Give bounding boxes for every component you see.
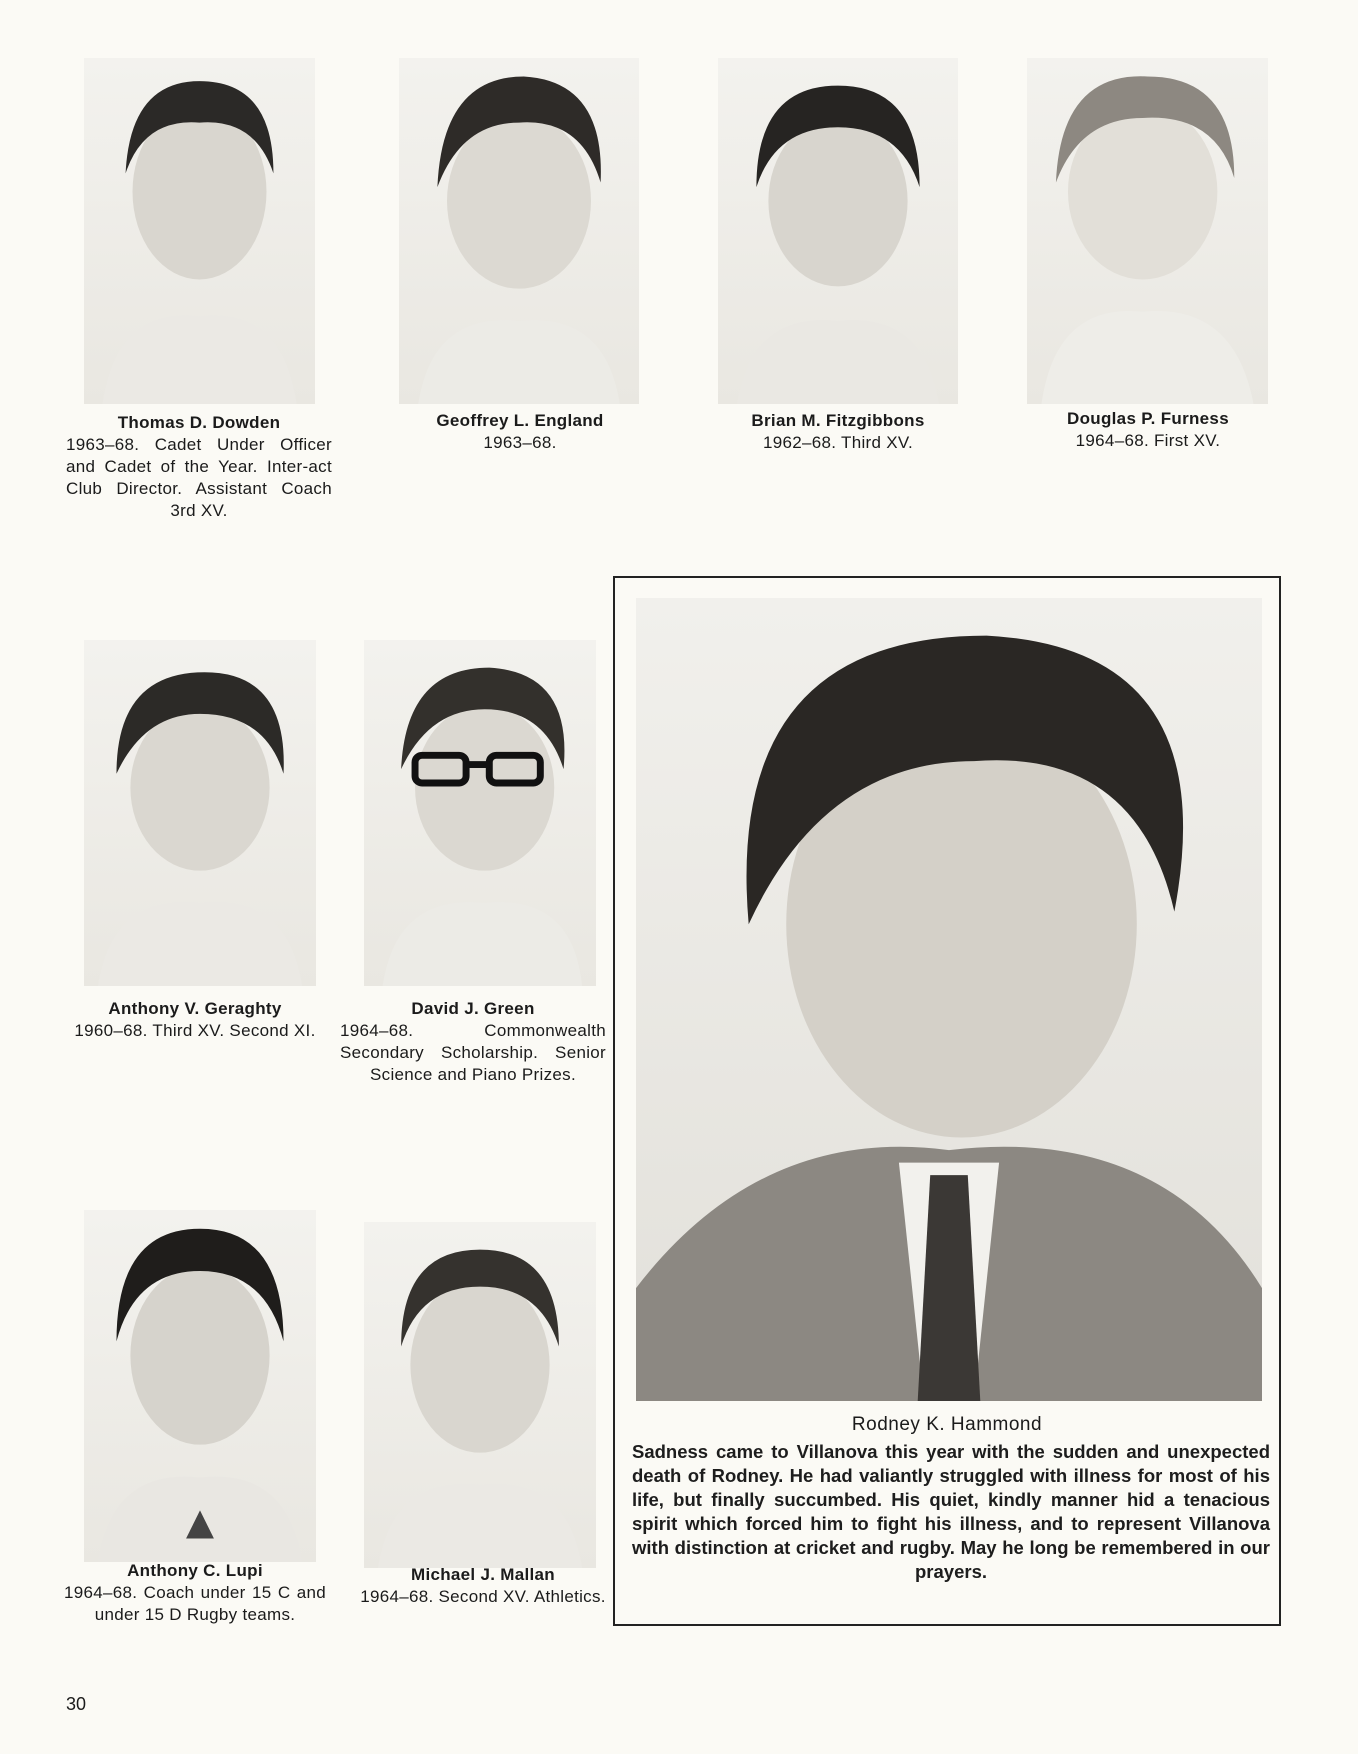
page-number: 30	[66, 1694, 87, 1714]
portrait-photo-fitzgibbons	[718, 58, 958, 404]
portrait-photo-furness	[1027, 58, 1268, 404]
student-name: David J. Green	[411, 999, 535, 1018]
student-details: 1963–68.	[483, 433, 557, 452]
student-name: Brian M. Fitzgibbons	[751, 411, 925, 430]
student-name: Geoffrey L. England	[436, 411, 604, 430]
student-name: Thomas D. Dowden	[117, 413, 281, 432]
caption-dowden	[66, 412, 332, 522]
caption-mallan	[360, 1564, 606, 1608]
portrait-photo-green	[364, 640, 596, 986]
student-name: Douglas P. Furness	[1067, 409, 1229, 428]
memorial-text: Sadness came to Villanova this year with the sudden and unexpected death of Rodney. He had valiantly struggled with illness for most of his life, but finally succumbed. His quiet, kindly manner hid a tenacious spirit which forced him to fight his illness, and to represent Villanova with distinction at cricket and rugby. May he long be remembered in our prayers.	[632, 1441, 1270, 1582]
student-details: 1960–68. Third XV. Second XI.	[74, 1021, 316, 1040]
portrait-photo-mallan	[364, 1222, 596, 1568]
caption-green	[340, 998, 606, 1086]
portrait-photo-england	[399, 58, 639, 404]
caption-england	[400, 410, 640, 454]
student-name: Anthony V. Geraghty	[108, 999, 282, 1018]
student-details: 1964–68. Commonwealth Secondary Scholarship. Senior Science and Piano Prizes.	[340, 1021, 606, 1084]
caption-furness	[1028, 408, 1268, 452]
student-details: 1962–68. Third XV.	[762, 433, 914, 452]
student-details: 1964–68. Second XV. Athletics.	[360, 1587, 606, 1606]
portrait-photo-dowden	[84, 58, 315, 404]
portrait-photo-geraghty	[84, 640, 316, 986]
student-details: 1963–68. Cadet Under Officer and Cadet of the Year. Inter-act Club Director. Assistant Coach 3rd XV.	[66, 435, 332, 520]
student-details: 1964–68. First XV.	[1075, 431, 1221, 450]
student-name: Anthony C. Lupi	[127, 1561, 263, 1580]
caption-lupi	[64, 1560, 326, 1626]
student-details: 1964–68. Coach under 15 C and under 15 D Rugby teams.	[64, 1583, 326, 1624]
memorial-portrait-photo	[636, 598, 1262, 1401]
portrait-photo-lupi	[84, 1210, 316, 1562]
caption-fitzgibbons	[718, 410, 958, 454]
caption-geraghty	[64, 998, 326, 1042]
student-name: Michael J. Mallan	[411, 1565, 555, 1584]
memorial-name: Rodney K. Hammond	[851, 1414, 1043, 1435]
